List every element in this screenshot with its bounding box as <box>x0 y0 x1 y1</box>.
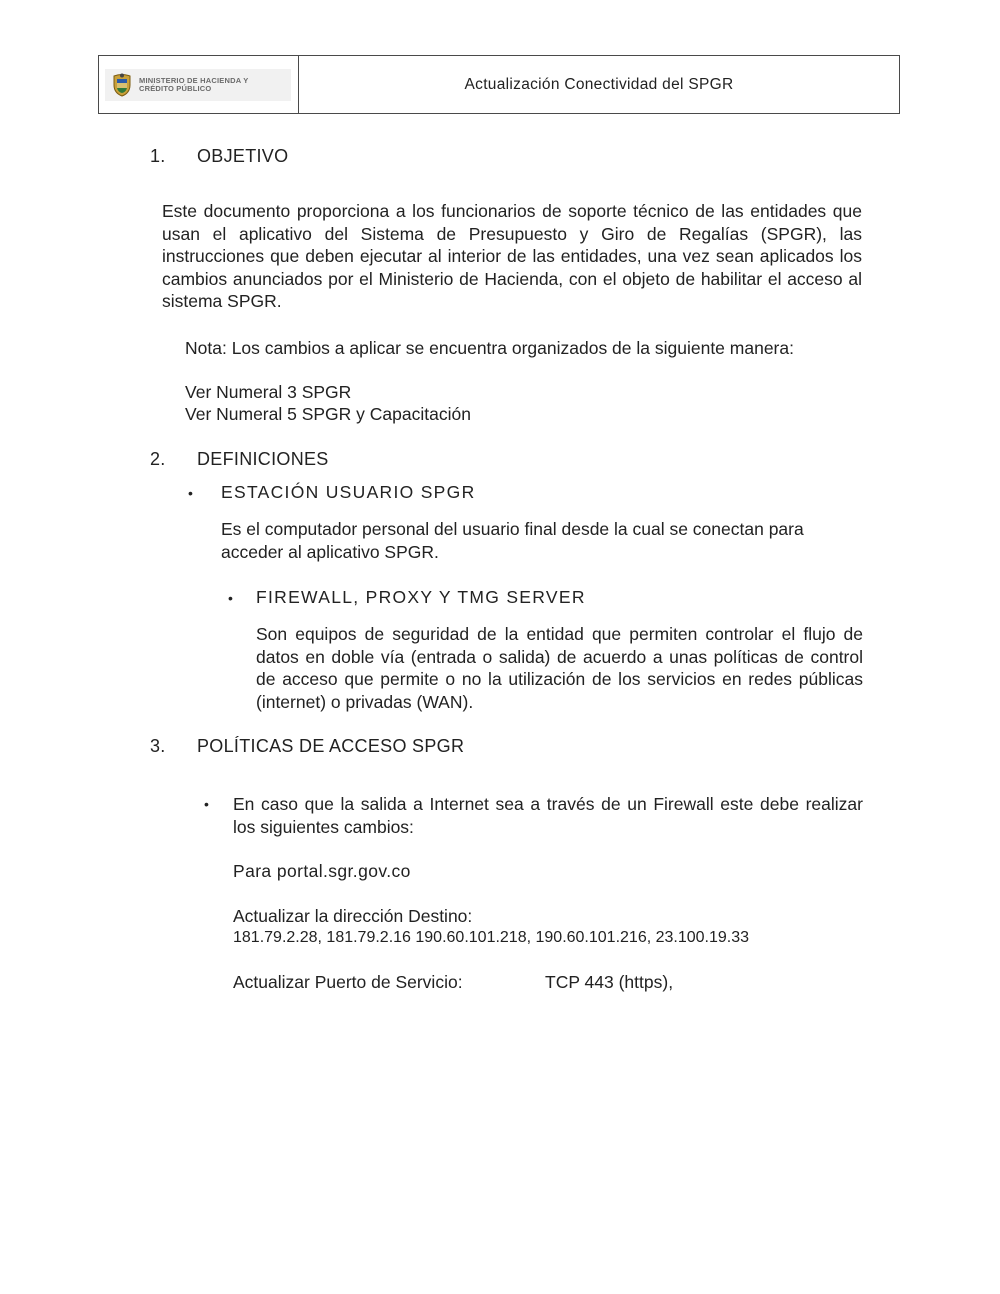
reference-numeral-5: Ver Numeral 5 SPGR y Capacitación <box>185 404 471 424</box>
section-2-heading <box>150 449 329 470</box>
port-label: Actualizar Puerto de Servicio: <box>233 972 463 992</box>
bullet-marker: • <box>188 485 193 501</box>
definition-1-title: ESTACIÓN USUARIO SPGR <box>221 482 476 502</box>
logo-text-line2: CRÉDITO PÚBLICO <box>139 83 212 93</box>
section-1-title: OBJETIVO <box>197 146 289 166</box>
document-title: Actualización Conectividad del SPGR <box>464 75 734 93</box>
definition-1 <box>188 482 476 504</box>
note-text: Nota: Los cambios a aplicar se encuentra organizados de la siguiente manera: <box>185 338 794 358</box>
definition-2-heading-row <box>228 587 586 609</box>
policy-bullet-text: En caso que la salida a Internet sea a través de un Firewall este debe realizar los siguientes cambios: <box>233 794 863 837</box>
section-2-title: DEFINICIONES <box>197 449 329 469</box>
definition-1-heading-row <box>188 482 476 504</box>
section-3-title: POLÍTICAS DE ACCESO SPGR <box>197 736 465 756</box>
ministry-logo <box>105 69 291 101</box>
logo-text-line1: MINISTERIO DE HACIENDA Y <box>139 75 249 85</box>
reference-numeral-3: Ver Numeral 3 SPGR <box>185 382 352 402</box>
objective-paragraph: Este documento proporciona a los funcionarios de soporte técnico de las entidades que usan el aplicativo del Sistema de Presupuesto y Giro de Regalías (SPGR), las instrucciones que deben ejecutar al interior de las entidades, una vez sean aplicados los cambios anunciados por el Ministerio de Hacienda, con el objeto de habilitar el acceso al sistema SPGR. <box>162 201 862 311</box>
section-1-number: 1. <box>150 146 166 166</box>
section-2-number: 2. <box>150 449 166 469</box>
section-3-heading <box>150 736 464 757</box>
destination-ip-list: 181.79.2.28, 181.79.2.16 190.60.101.218, 190.60.101.216, 23.100.19.33 <box>233 929 750 946</box>
logo-text <box>139 77 248 93</box>
document-header <box>98 55 900 114</box>
coat-of-arms-icon <box>111 73 133 97</box>
portal-label: Para portal.sgr.gov.co <box>233 861 411 881</box>
section-3-number: 3. <box>150 736 166 756</box>
header-logo-cell <box>99 56 299 113</box>
port-value: TCP 443 (https), <box>545 972 674 992</box>
definition-1-text: Es el computador personal del usuario final desde la cual se conectan para acceder al aplicativo SPGR. <box>221 519 804 562</box>
destination-label: Actualizar la dirección Destino: <box>233 906 473 926</box>
policy-bullet <box>204 793 863 838</box>
definition-2 <box>228 587 586 609</box>
bullet-marker: • <box>204 796 209 812</box>
bullet-marker: • <box>228 590 233 606</box>
definition-2-title: FIREWALL, PROXY Y TMG SERVER <box>256 587 586 607</box>
definition-2-text: Son equipos de seguridad de la entidad que permiten controlar el flujo de datos en doble vía (entrada o salida) de acuerdo a unas políticas de control de acceso que permite o no la utilización de los servicios en redes públicas (internet) o privadas (WAN). <box>256 624 863 712</box>
section-1-heading <box>150 146 288 167</box>
